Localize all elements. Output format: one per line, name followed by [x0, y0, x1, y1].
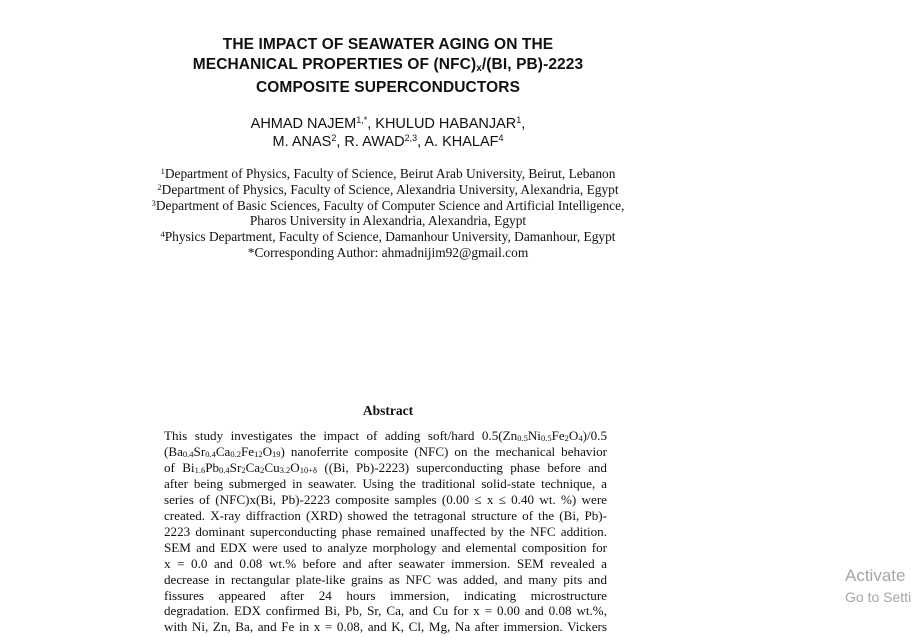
affiliation-list	[110, 166, 666, 261]
author-name: R. AWAD	[344, 133, 405, 150]
abstract-line: of $Bi_{1.6}Pb_{0.4}Sr_2Ca_2Cu_{3.2}O_{10+\delta}$ ((Bi, Pb)-2223) superconducting phase before and	[164, 459, 607, 475]
author-affiliation-marker: 1,*	[356, 115, 368, 125]
abstract-line: with Ni, Zn, Ba, and Fe in x = 0.08, and K, Cl, Mg, Na after immersion. Vickers	[164, 619, 607, 635]
author-affiliation-marker: 1	[516, 115, 522, 125]
abstract-line: x = 0.0 and 0.08 wt.% before and after seawater immersion. SEM revealed a	[164, 555, 607, 571]
affiliation: $^2$Department of Physics, Faculty of Science, Alexandria University, Alexandria, Egypt	[157, 181, 619, 197]
paper-title	[150, 35, 626, 98]
title-line: THE IMPACT OF SEAWATER AGING ON THE	[222, 36, 554, 53]
abstract-line: created. X-ray diffraction (XRD) showed the tetragonal structure of the (Bi, Pb)-	[164, 507, 607, 523]
corresponding-author: *Corresponding Author: ahmadnijim92@gmail.com	[247, 244, 529, 260]
affiliation-continued: Pharos University in Alexandria, Alexandria, Egypt	[249, 213, 527, 229]
author-affiliation-marker: 2,3	[404, 132, 418, 143]
author-list	[170, 116, 606, 151]
author-name: A. KHALAF	[424, 133, 499, 150]
watermark-line: Activate	[845, 566, 906, 585]
author-affiliation-marker: 4	[498, 132, 504, 143]
author-line: AHMAD $NAJEM^{1,*}$, KHULUD HABANJAR$^1$,	[250, 115, 526, 132]
author-line: M. ANAS$^2$, R. AWAD$^{2,3}$, A. KHALAF$^4$	[272, 132, 504, 150]
abstract-line: after being submerged in seawater. Using the traditional solid-state technique, a	[164, 475, 607, 491]
abstract-line: 2223 dominant superconducting phase remained unaffected by the NFC addition.	[164, 523, 607, 539]
abstract-line: This study investigates the impact of adding soft/hard $0.5(Zn_{0.5}Ni_{0.5}Fe_2O_4)/0.5$	[164, 428, 607, 443]
affiliation: $^1$Department of Physics, Faculty of Science, Beirut Arab University, Beirut, Lebanon	[160, 166, 616, 181]
title-line: COMPOSITE SUPERCONDUCTORS	[255, 79, 521, 96]
abstract-line: degradation. EDX confirmed Bi, Pb, Sr, Ca, and Cu for x = 0.00 and 0.08 wt.%,	[164, 603, 607, 619]
abstract-heading: Abstract	[362, 403, 414, 418]
abstract-line: fissures appeared after 24 hours immersion, indicating microstructure	[164, 587, 607, 603]
abstract-line: $(Ba_{0.4}Sr_{0.4}Ca_{0.2}Fe_{12}O_{19})$ nanoferrite composite (NFC) on the mechanical behavior	[164, 443, 607, 459]
activate-windows-watermark	[845, 566, 911, 606]
author-name: KHULUD HABANJAR	[375, 116, 517, 132]
abstract-line: series of (NFC)x(Bi, Pb)-2223 composite samples (0.00 ≤ x ≤ 0.40 wt. %) were	[164, 491, 607, 507]
affiliation: $^3$Department of Basic Sciences, Faculty of Computer Science and Artificial Intelligence,	[151, 197, 625, 213]
affiliation: $^4$Physics Department, Faculty of Science, Damanhour University, Damanhour, Egypt	[160, 229, 616, 245]
author-name: AHMAD NAJEM	[250, 116, 357, 132]
abstract-text	[164, 428, 607, 641]
author-affiliation-marker: 2	[331, 132, 337, 143]
author-name: M. ANAS	[272, 133, 332, 150]
watermark-line: Go to Setti	[845, 589, 912, 605]
abstract-line: SEM and EDX were used to analyze morphology and elemental composition for	[164, 539, 607, 555]
title-line: MECHANICAL PROPERTIES OF $(NFC)_x/(BI$, PB)-2223	[192, 55, 584, 74]
abstract-line: decrease in rectangular plate-like grains as NFC was added, and many pits and	[164, 571, 607, 587]
